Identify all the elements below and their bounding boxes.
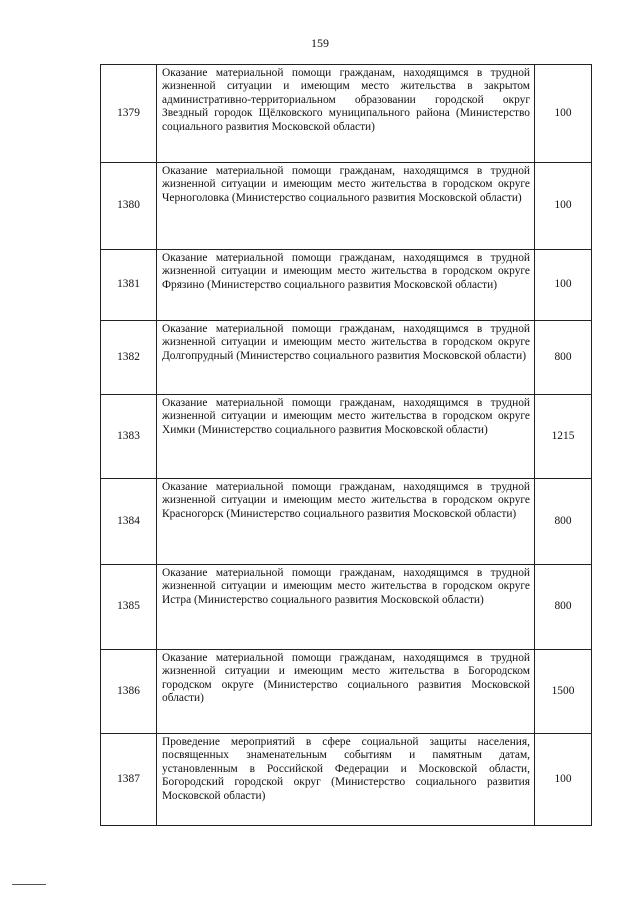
table-row <box>101 395 592 479</box>
row-number: 1385 <box>101 565 157 650</box>
table-row <box>101 321 592 395</box>
row-description: Оказание материальной помощи гражданам, находящимся в трудной жизненной ситуации и имеющим место жительства в закрытом административно-территориальном образовании городской округ Звездный городок Щёлковского муниципального района (Министерство социального развития Московской области) <box>162 67 530 133</box>
row-amount: 100 <box>535 163 592 250</box>
row-description: Оказание материальной помощи гражданам, находящимся в трудной жизненной ситуации и имеющим место жительства в городском округе Красногорск (Министерство социального развития Московской области) <box>162 481 530 520</box>
page-number: 159 <box>311 36 329 50</box>
row-description-cell <box>157 395 535 479</box>
row-description: Оказание материальной помощи гражданам, находящимся в трудной жизненной ситуации и имеющим место жительства в городском округе Химки (Министерство социального развития Московской области) <box>162 397 530 436</box>
table-row <box>101 479 592 565</box>
row-description: Оказание материальной помощи гражданам, находящимся в трудной жизненной ситуации и имеющим место жительства в городском округе Черноголовка (Министерство социального развития Московской области) <box>162 165 530 204</box>
row-number: 1380 <box>101 163 157 250</box>
row-amount: 1215 <box>535 395 592 479</box>
table-row <box>101 250 592 321</box>
row-amount: 800 <box>535 479 592 565</box>
footer-divider <box>12 884 46 885</box>
row-amount: 100 <box>535 734 592 826</box>
row-description: Оказание материальной помощи гражданам, находящимся в трудной жизненной ситуации и имеющим место жительства в Богородском городском округе (Министерство социального развития Московской области) <box>162 652 530 705</box>
row-description-cell <box>157 250 535 321</box>
row-description-cell <box>157 321 535 395</box>
row-description: Оказание материальной помощи гражданам, находящимся в трудной жизненной ситуации и имеющим место жительства в городском округе Долгопрудный (Министерство социального развития Московской области) <box>162 323 530 362</box>
allocation-table <box>100 64 592 826</box>
row-amount: 1500 <box>535 650 592 734</box>
row-amount: 800 <box>535 565 592 650</box>
row-amount: 100 <box>535 250 592 321</box>
table-row <box>101 65 592 163</box>
row-amount: 100 <box>535 65 592 163</box>
row-number: 1383 <box>101 395 157 479</box>
row-description: Проведение мероприятий в сфере социальной защиты населения, посвященных знаменательным событиям и памятным датам, установленным в Российской Федерации и Московской области, Богородский городской округ (Министерство социального развития Московской области) <box>162 736 530 802</box>
row-number: 1384 <box>101 479 157 565</box>
row-amount: 800 <box>535 321 592 395</box>
row-description-cell <box>157 65 535 163</box>
table-row <box>101 163 592 250</box>
table-row <box>101 734 592 826</box>
row-description-cell <box>157 479 535 565</box>
row-description-cell <box>157 734 535 826</box>
row-number: 1386 <box>101 650 157 734</box>
row-number: 1381 <box>101 250 157 321</box>
row-description: Оказание материальной помощи гражданам, находящимся в трудной жизненной ситуации и имеющим место жительства в городском округе Фрязино (Министерство социального развития Московской области) <box>162 252 530 291</box>
row-description-cell <box>157 650 535 734</box>
row-description-cell <box>157 565 535 650</box>
row-number: 1379 <box>101 65 157 163</box>
row-description-cell <box>157 163 535 250</box>
table-row <box>101 565 592 650</box>
row-number: 1382 <box>101 321 157 395</box>
row-number: 1387 <box>101 734 157 826</box>
row-description: Оказание материальной помощи гражданам, находящимся в трудной жизненной ситуации и имеющим место жительства в городском округе Истра (Министерство социального развития Московской области) <box>162 567 530 606</box>
table-row <box>101 650 592 734</box>
